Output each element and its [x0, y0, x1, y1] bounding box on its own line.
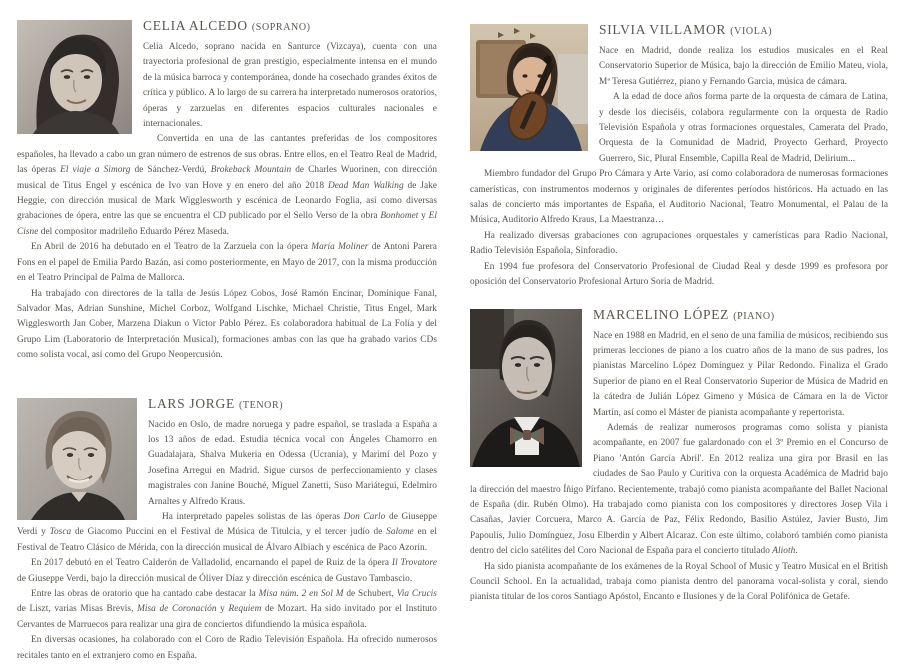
- bio-name: LARS JORGE: [148, 395, 235, 411]
- bio-paragraph: Miembro fundador del Grupo Pro Cámara y Arte Vario, así como colaboradora de numerosas formaciones camerísticas, con instrumentos modernos y originales de diferentes períodos históricos. Ha actuado en las salas de concierto más importantes de España, el Auditorio Nacional, Teatro Monumental, el Palau de la Música, Auditorio Alfredo Kraus, La Maestranza…: [470, 169, 888, 226]
- silvia-villamor-photo: [470, 24, 588, 151]
- left-column: [17, 0, 437, 664]
- bio-name: CELIA ALCEDO: [143, 18, 248, 33]
- bio-lars-jorge: [17, 396, 437, 664]
- bio-paragraph: Nace en Madrid, donde realiza los estudios musicales en el Real Conservatorio Superior de Música, bajo la dirección de Emilio Mateu, viola, Mª Teresa Gutiérrez, piano y Fernando Garcia, música de cámara.: [599, 46, 888, 87]
- bio-paragraph: Ha realizado diversas grabaciones con agrupaciones orquestales y camerísticas para Radio Nacional, Radio Televisión Española, Sinforadio.: [470, 230, 888, 257]
- marcelino-lopez-photo: [470, 309, 582, 467]
- lars-jorge-photo: [17, 398, 137, 520]
- bio-role: (SOPRANO): [251, 22, 311, 33]
- bio-paragraph: En 1994 fue profesora del Conservatorio Profesional de Ciudad Real y desde 1999 es profesora por oposición del Conservatorio Profesional Arturo Soria de Madrid.: [470, 261, 888, 288]
- bio-paragraph: Convertida en una de las cantantes preferidas de los compositores españoles, ha llevado a cabo un gran número de estrenos de sus obras. Entre ellos, en el Teatro Real de Madrid, las óperas El viaje a Simorg de Sánchez-Verdú, Brokeback Mountain de Charles Wuorinen, con dirección musical de Titus Engel y escénica de Ivo van Hove y en enero del año 2018 Dead Man Walking de Jake Heggie, con dirección musical de Mark Wigglesworth y escénica de Leonardo Foglia, así como diversas grabaciones de ópera, entre las que se encuentra el CD publicado por el Sello Verso de la obra Bonhomet y El Cisne del compositor madrileño Eduardo Pérez Maseda.: [17, 134, 438, 237]
- bio-paragraph: Ha sido pianista acompañante de los exámenes de la Royal School of Music y Teatro Musical en el British Council School. En la actualidad, trabaja como pianista dentro del panorama vocal-solista y coral, siendo pianista titular de los coros Santiago Apóstol, Encanto e Ilusiones y de la Coral Polifónica de Getafe.: [470, 561, 888, 603]
- bio-role: (TENOR): [238, 399, 284, 411]
- bio-paragraph: A la edad de doce años forma parte de la orquesta de cámara de Latina, y desde los dieciséis, colabora regularmente con la orquesta de Radio Televisión Española y otras formaciones orquestales, Camerata del Prado, Orquesta de la Comunidad de Madrid, Proyecto Gerhard, Proyecto Guerrero, Sic, Plural Ensemble, Capilla Real de Madrid, Delirium...: [599, 92, 888, 164]
- bio-paragraph: Además de realizar numerosos programas como solista y pianista acompañante, en 2007 fue galardonado con el 3º Premio en el Concurso de Piano 'Antón García Abril'. En 2012 realiza una gira por Brasil en las ciudades de Sao Paulo y Curitiva con la orquesta Académica de Madrid bajo la dirección del maestro Íñigo Pírfano. Recientemente, trabajó como pianista acompañante del Ballet Nacional de España (dir. Rubén Olmo). Ha trabajado como pianista con los compositores y directores Josep Vila i Casañas, Javier Corcuera, Marco A. García de Paz, Félix Redondo, Basilio Astúlez, Javier Busto, Jim Papoulis, Julio Domínguez, Josu Elberdin y Albert Alcaraz. Con este último, colaboró también como pianista dentro del ciclo satélites del Coro Nacional de España para el concierto titulado Alioth.: [470, 422, 888, 557]
- bio-paragraph: Celia Alcedo, soprano nacida en Santurce (Vizcaya), cuenta con una trayectoria profesional de gran prestigio, especialmente intensa en el mundo de la música barroca y contemporánea, donde ha cosechado grandes éxitos de crítica y público. A lo largo de su carrera ha interpretado numerosos oratorios, óperas y zarzuelas en diferentes espacios culturales nacionales e internacionales.: [143, 42, 438, 130]
- bio-silvia-villamor: [470, 22, 888, 291]
- bio-paragraph: Ha interpretado papeles solistas de las óperas Don Carlo de Giuseppe Verdi y Tosca de Giacomo Puccini en el Festival de Música de Titulcia, y el tercer judío de Salome en el Festival de Teatro Clásico de Mérida, con la dirección musical de Álvaro Albiach y escénica de Paco Azorín.: [17, 511, 438, 553]
- bio-celia-alcedo: [17, 18, 437, 364]
- right-column: [470, 0, 888, 606]
- bio-role: (VIOLA): [730, 26, 773, 37]
- bio-marcelino-lopez: [470, 307, 888, 606]
- bio-name: SILVIA VILLAMOR: [599, 22, 727, 37]
- bio-paragraph: Entre las obras de oratorio que ha cantado cabe destacar la Misa núm. 2 en Sol M de Schubert, Via Crucis de Liszt, varias Misas Brevis, Misa de Coronación y Requiem de Mozart. Ha sido invitado por el Instituto Cervantes de Marruecos para realizar una gira de conciertos difundiendo la música española.: [17, 589, 437, 630]
- bio-paragraph: Nacido en Oslo, de madre noruega y padre español, se traslada a España a los 13 años de edad. Estudia técnica vocal con Ángeles Chamorro en Guadalajara, Shalva Mukeria en Odessa (Ucrania), y Marimí del Pozo y Josefina Arregui en Madrid. Sigue cursos de perfeccionamiento y clases magistrales con Janine Bouché, Miguel Zanetti, Suso Mariátegui, Edelmiro Arnaltes y Alfredo Kraus.: [148, 419, 437, 507]
- bio-paragraph: En diversas ocasiones, ha colaborado con el Coro de Radio Televisión Española. Ha ofrecido numerosos recitales tanto en el extranjero como en España.: [17, 635, 437, 661]
- bio-paragraph: En 2017 debutó en el Teatro Calderón de Valladolid, encarnando el papel de Ruiz de la ópera Il Trovatore de Giuseppe Verdi, bajo la dirección musical de Óliver Díaz y dirección escénica de Gustavo Tambascio.: [17, 558, 437, 584]
- bio-paragraph: Nace en 1988 en Madrid, en el seno de una familia de músicos, recibiendo sus primeras lecciones de piano a los cuatro años de la mano de sus padres, los pianistas Marcelino López Domínguez y Pilar Redondo. Finaliza el Grado Superior de piano en el Real Conservatorio Superior de Música de Madrid en la cátedra de Julián López Gimeno y Música de Cámara en la de Victor Martín, así como el Máster de pianista acompañante y repertorista.: [593, 330, 889, 418]
- celia-alcedo-photo: [17, 20, 132, 134]
- bio-name: MARCELINO LÓPEZ: [593, 306, 730, 322]
- bio-role: (PIANO): [733, 310, 775, 322]
- bio-paragraph: Ha trabajado con directores de la talla de Jesús López Cobos, José Ramón Encinar, Dominique Fanal, Salvador Mas, Adrian Sunshine, Michel Corboz, Wolfgand Lischke, Michael Christie, Titus Engel, Mark Wigglesworth Jan Cober, Marzena Diakun o Victor Pablo Pérez. Es colaboradora habitual de La Folía y del Grupo Lim (Laboratorio de Interpretación Musical), formaciones ambas con las que ha grabado varios CDs como solista vocal, así como del Grupo Neopercusión.: [17, 288, 437, 361]
- bio-paragraph: En Abril de 2016 ha debutado en el Teatro de la Zarzuela con la ópera María Moliner de Antoni Parera Fons en el papel de Emilia Pardo Bazán, así como posteriormente, en Mayo de 2017, con la misma producción en el Teatro Principal de Palma de Mallorca.: [17, 242, 437, 284]
